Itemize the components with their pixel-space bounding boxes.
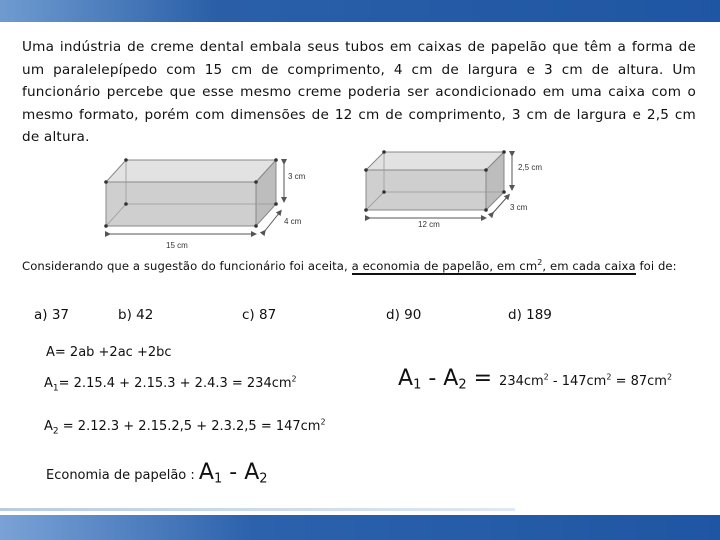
- problem-statement: Uma indústria de creme dental embala seus tubos em caixas de papelão que têm a forma de um paralelepípedo com 15 cm de comprimento, 4 cm de largura e 3 cm de altura. Um funcionário percebe que esse mesmo creme poderia ser acondicionado em uma caixa com o mesmo formato, porém com dimensões de 12 cm de comprimento, 3 cm de largura e 2,5 cm de altura.: [22, 39, 696, 145]
- box-2: [364, 150, 542, 229]
- a1-calculation: $A_1= 2.15.4 + 2.15.3 + 2.4.3 = 234cm^2$: [44, 374, 297, 394]
- box2-length-label: 12 cm: [418, 220, 440, 229]
- box1-height-label: 3 cm: [288, 172, 306, 181]
- footer-rule: [0, 508, 515, 511]
- box-1: [104, 158, 305, 250]
- economy-label: Economia de papelão : A1 - A2: [46, 460, 268, 487]
- option-c: c) 87: [242, 307, 277, 323]
- area-formula: A= 2ab +2ac +2bc: [46, 345, 172, 360]
- question-text: Considerando que a sugestão do funcionário foi aceita, a economia de papelão, em $cm^2$, em cada caixa foi de:: [22, 258, 677, 273]
- bottom-banner: [0, 515, 720, 540]
- box2-height-label: 2,5 cm: [518, 163, 543, 172]
- difference-result: $A1 - A2 = 234cm^2 - 147cm^2 = 87cm^2$: [398, 366, 673, 393]
- option-d: d) 90: [386, 307, 422, 323]
- option-b: b) 42: [118, 307, 154, 323]
- question-underlined: a economia de papelão, em $cm^2$, em cada caixa: [351, 258, 636, 273]
- option-a: a) 37: [34, 307, 70, 323]
- option-e: d) 189: [508, 307, 552, 323]
- a2-calculation: $A_2 = 2.12.3 + 2.15.2,5 + 2.3.2,5 = 147cm^2$: [44, 417, 326, 437]
- box1-length-label: 15 cm: [166, 241, 188, 250]
- box1-width-label: 4 cm: [284, 217, 302, 226]
- box2-width-label: 3 cm: [510, 203, 528, 212]
